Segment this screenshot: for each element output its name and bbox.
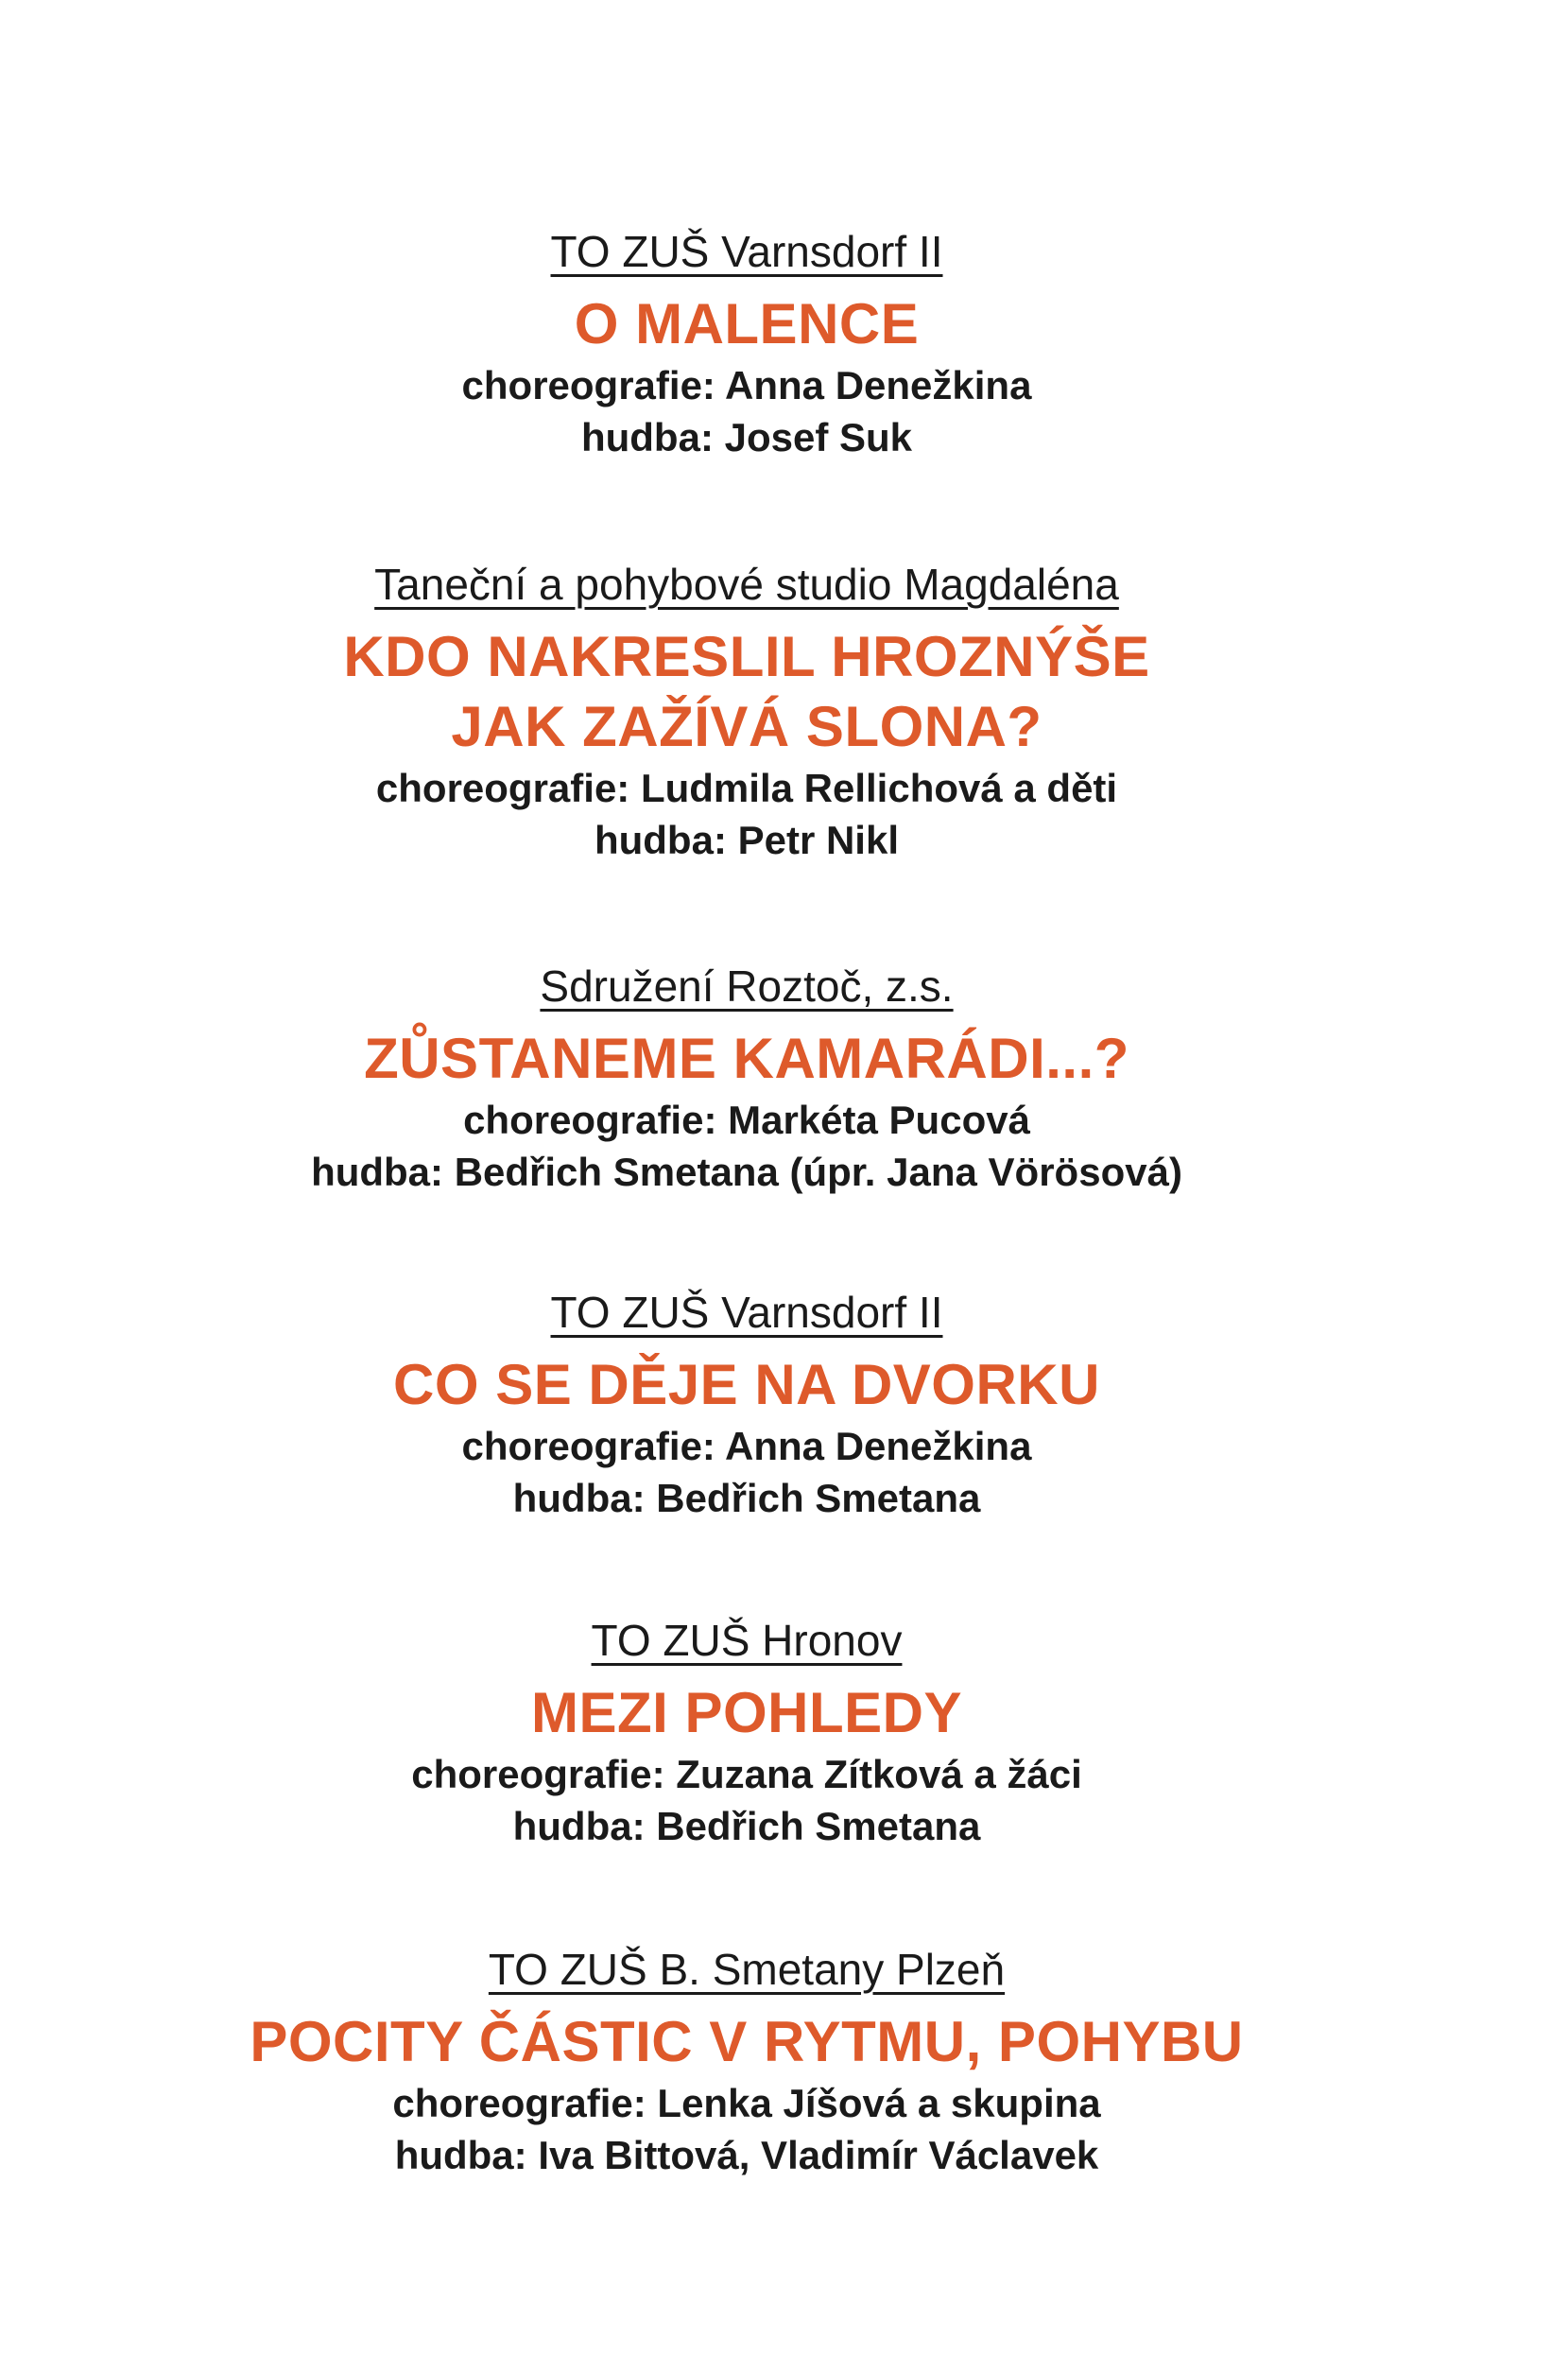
music-credit: hudba: Bedřich Smetana (úpr. Jana Vörösová) <box>311 1150 1182 1194</box>
performance-title-line-2: JAK ZAŽÍVÁ SLONA? <box>451 695 1042 758</box>
ensemble-name: TO ZUŠ Varnsdorf II <box>550 227 943 276</box>
choreography-credit: choreografie: Lenka Jíšová a skupina <box>392 2081 1101 2125</box>
performance-title: POCITY ČÁSTIC V RYTMU, POHYBU <box>250 2010 1244 2073</box>
choreography-credit: choreografie: Anna Denežkina <box>461 363 1032 407</box>
performance-4 <box>0 1286 1493 1524</box>
performance-title: KDO NAKRESLIL HROZNÝŠE <box>343 625 1150 688</box>
ensemble-name: TO ZUŠ Varnsdorf II <box>550 1288 943 1337</box>
choreography-credit: choreografie: Ludmila Rellichová a děti <box>375 766 1118 810</box>
performance-6 <box>0 1943 1493 2181</box>
performance-5 <box>0 1614 1493 1852</box>
ensemble-name: Sdružení Roztoč, z.s. <box>540 961 954 1011</box>
performance-title: CO SE DĚJE NA DVORKU <box>393 1353 1100 1416</box>
ensemble-name: TO ZUŠ Hronov <box>591 1616 903 1665</box>
music-credit: hudba: Iva Bittová, Vladimír Václavek <box>394 2133 1099 2177</box>
performance-title: MEZI POHLEDY <box>530 1681 963 1744</box>
ensemble-name: Taneční a pohybové studio Magdaléna <box>374 560 1119 609</box>
performance-3 <box>0 960 1493 1198</box>
choreography-credit: choreografie: Markéta Pucová <box>463 1098 1030 1142</box>
ensemble-name: TO ZUŠ B. Smetany Plzeň <box>488 1945 1006 1994</box>
music-credit: hudba: Bedřich Smetana <box>512 1804 981 1848</box>
performance-title: ZŮSTANEME KAMARÁDI...? <box>364 1027 1129 1090</box>
music-credit: hudba: Petr Nikl <box>594 818 900 862</box>
choreography-credit: choreografie: Anna Denežkina <box>461 1424 1032 1468</box>
choreography-credit: choreografie: Zuzana Zítková a žáci <box>411 1752 1082 1796</box>
performance-1 <box>0 225 1493 463</box>
performance-2 <box>0 558 1493 866</box>
performance-title: O MALENCE <box>574 292 920 355</box>
music-credit: hudba: Josef Suk <box>580 415 913 459</box>
music-credit: hudba: Bedřich Smetana <box>512 1476 981 1520</box>
